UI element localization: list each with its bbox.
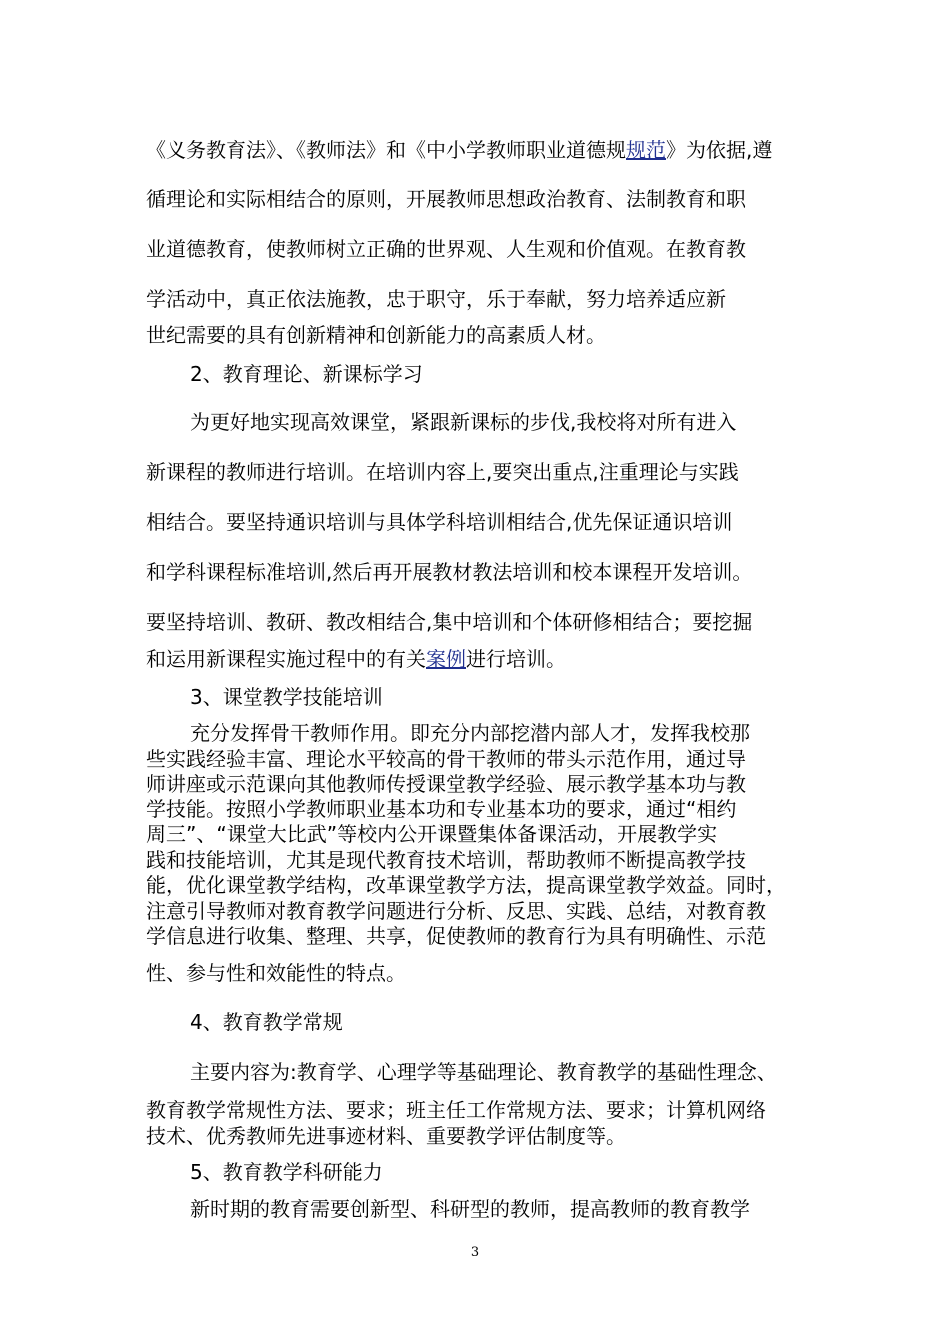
text-line: 能，优化课堂教学结构，改革课堂教学方法，提高课堂教学效益。同时， (146, 873, 786, 897)
text-line: 世纪需要的具有创新精神和创新能力的高素质人材。 (146, 323, 606, 347)
text-line: 为更好地实现高效课堂，紧跟新课标的步伐,我校将对所有进入 (190, 410, 737, 434)
page-number: 3 (470, 1245, 480, 1260)
text-line: 要坚持培训、教研、教改相结合,集中培训和个体研修相结合；要挖掘 (146, 610, 753, 634)
text-line: 新时期的教育需要创新型、科研型的教师，提高教师的教育教学 (190, 1197, 750, 1221)
section-heading: 4、教育教学常规 (190, 1010, 343, 1034)
text-line: 践和技能培训，尤其是现代教育技术培训，帮助教师不断提高教学技 (146, 848, 746, 872)
text-line: 充分发挥骨干教师作用。即充分内部挖潜内部人才，发挥我校那 (190, 721, 750, 745)
text-line: 学技能。按照小学教师职业基本功和专业基本功的要求，通过“相约 (146, 797, 737, 821)
text-line: 周三”、“课堂大比武”等校内公开课暨集体备课活动，开展教学实 (146, 822, 718, 846)
link-anli[interactable]: 案例 (426, 647, 466, 671)
text-line: 循理论和实际相结合的原则，开展教师思想政治教育、法制教育和职 (146, 187, 746, 211)
link-guifan[interactable]: 规范 (626, 138, 666, 162)
text-line: 和学科课程标准培训,然后再开展教材教法培训和校本课程开发培训。 (146, 560, 753, 584)
text-line: 性、参与性和效能性的特点。 (146, 961, 406, 985)
text-line: 教育教学常规性方法、要求；班主任工作常规方法、要求；计算机网络 (146, 1098, 766, 1122)
text-line: 师讲座或示范课向其他教师传授课堂教学经验、展示教学基本功与教 (146, 772, 746, 796)
text-line: 相结合。要坚持通识培训与具体学科培训相结合,优先保证通识培训 (146, 510, 733, 534)
text-line: 《义务教育法》、《教师法》和《中小学教师职业道德规规范》为依据,遵 (146, 138, 773, 162)
text-line: 学信息进行收集、整理、共享，促使教师的教育行为具有明确性、示范 (146, 924, 766, 948)
text-line: 和运用新课程实施过程中的有关案例进行培训。 (146, 647, 566, 671)
text-line: 技术、优秀教师先进事迹材料、重要教学评估制度等。 (146, 1124, 626, 1148)
section-heading: 2、教育理论、新课标学习 (190, 362, 423, 386)
text-line: 学活动中，真正依法施教，忠于职守，乐于奉献，努力培养适应新 (146, 287, 726, 311)
text-line: 些实践经验丰富、理论水平较高的骨干教师的带头示范作用，通过导 (146, 747, 746, 771)
text-line: 主要内容为:教育学、心理学等基础理论、教育教学的基础性理念、 (190, 1060, 777, 1084)
text-line: 注意引导教师对教育教学问题进行分析、反思、实践、总结，对教育教 (146, 899, 766, 923)
text-line: 新课程的教师进行培训。在培训内容上,要突出重点,注重理论与实践 (146, 460, 739, 484)
section-heading: 3、课堂教学技能培训 (190, 685, 383, 709)
section-heading: 5、教育教学科研能力 (190, 1160, 383, 1184)
text-line: 业道德教育，使教师树立正确的世界观、人生观和价值观。在教育教 (146, 237, 746, 261)
